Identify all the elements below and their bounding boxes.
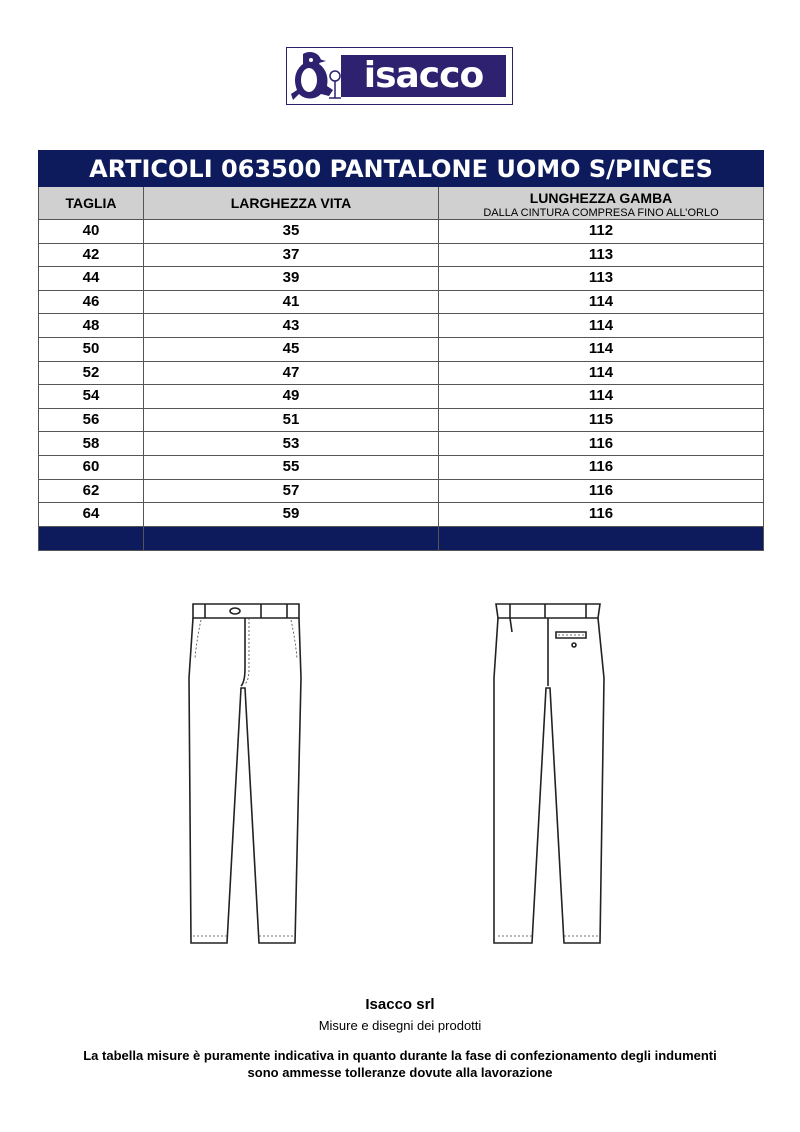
header-lunghezza-gamba-note: DALLA CINTURA COMPRESA FINO ALL’ORLO (483, 206, 719, 219)
cell-larghezza-vita: 37 (144, 243, 439, 267)
cell-larghezza-vita: 39 (144, 267, 439, 291)
table-row (39, 385, 764, 409)
cell-lunghezza-gamba: 114 (439, 361, 764, 385)
cell-taglia: 58 (39, 432, 144, 456)
table-row (39, 267, 764, 291)
cell-lunghezza-gamba: 114 (439, 385, 764, 409)
cell-lunghezza-gamba: 112 (439, 220, 764, 244)
cell-lunghezza-gamba: 116 (439, 503, 764, 527)
table-row (39, 432, 764, 456)
table-row (39, 503, 764, 527)
cell-larghezza-vita: 53 (144, 432, 439, 456)
cell-taglia: 54 (39, 385, 144, 409)
cell-taglia: 50 (39, 337, 144, 361)
header-taglia: TAGLIA (39, 187, 144, 220)
cell-taglia: 60 (39, 455, 144, 479)
cell-lunghezza-gamba: 116 (439, 479, 764, 503)
disclaimer (0, 1047, 800, 1081)
cell-lunghezza-gamba: 114 (439, 337, 764, 361)
cell-taglia: 64 (39, 503, 144, 527)
cell-larghezza-vita: 51 (144, 408, 439, 432)
table-row (39, 243, 764, 267)
table-row (39, 314, 764, 338)
cell-taglia: 52 (39, 361, 144, 385)
cell-larghezza-vita: 47 (144, 361, 439, 385)
trousers-back-drawing (488, 598, 613, 950)
cell-larghezza-vita: 49 (144, 385, 439, 409)
brand-logo (286, 47, 513, 105)
cell-larghezza-vita: 45 (144, 337, 439, 361)
cell-taglia: 42 (39, 243, 144, 267)
table-row (39, 220, 764, 244)
footer-subtitle: Misure e disegni dei prodotti (318, 1018, 482, 1033)
header-larghezza-vita: LARGHEZZA VITA (144, 187, 439, 220)
table-row (39, 361, 764, 385)
table-header-row (39, 187, 764, 220)
table-row (39, 337, 764, 361)
table-footer-cell (144, 526, 439, 550)
disclaimer-line-2: sono ammesse tolleranze dovute alla lavorazione (247, 1065, 553, 1080)
table-row (39, 455, 764, 479)
cell-larghezza-vita: 55 (144, 455, 439, 479)
cell-taglia: 44 (39, 267, 144, 291)
table-footer-cell (439, 526, 764, 550)
table-footer-row (39, 526, 764, 550)
table-footer-cell (39, 526, 144, 550)
trousers-front-drawing (183, 598, 308, 950)
cell-lunghezza-gamba: 116 (439, 455, 764, 479)
table-row (39, 479, 764, 503)
cell-larghezza-vita: 59 (144, 503, 439, 527)
cell-larghezza-vita: 43 (144, 314, 439, 338)
table-row (39, 290, 764, 314)
cell-larghezza-vita: 41 (144, 290, 439, 314)
brand-wordmark: isacco (341, 55, 506, 97)
cell-taglia: 48 (39, 314, 144, 338)
cell-lunghezza-gamba: 114 (439, 290, 764, 314)
table-title: ARTICOLI 063500 PANTALONE UOMO S/PINCES (39, 151, 764, 187)
cell-taglia: 56 (39, 408, 144, 432)
penguin-chef-icon (289, 50, 345, 102)
size-table (38, 150, 764, 551)
cell-taglia: 46 (39, 290, 144, 314)
disclaimer-line-1: La tabella misure è puramente indicativa in quanto durante la fase di confezionamento degli indumenti (83, 1048, 717, 1063)
table-title-row (39, 151, 764, 187)
header-lunghezza-gamba-label: LUNGHEZZA GAMBA (529, 189, 673, 206)
table-row (39, 408, 764, 432)
cell-lunghezza-gamba: 115 (439, 408, 764, 432)
cell-larghezza-vita: 57 (144, 479, 439, 503)
cell-taglia: 40 (39, 220, 144, 244)
cell-larghezza-vita: 35 (144, 220, 439, 244)
cell-taglia: 62 (39, 479, 144, 503)
cell-lunghezza-gamba: 113 (439, 243, 764, 267)
cell-lunghezza-gamba: 116 (439, 432, 764, 456)
company-name: Isacco srl (365, 996, 435, 1013)
cell-lunghezza-gamba: 114 (439, 314, 764, 338)
header-lunghezza-gamba (439, 187, 764, 220)
cell-lunghezza-gamba: 113 (439, 267, 764, 291)
